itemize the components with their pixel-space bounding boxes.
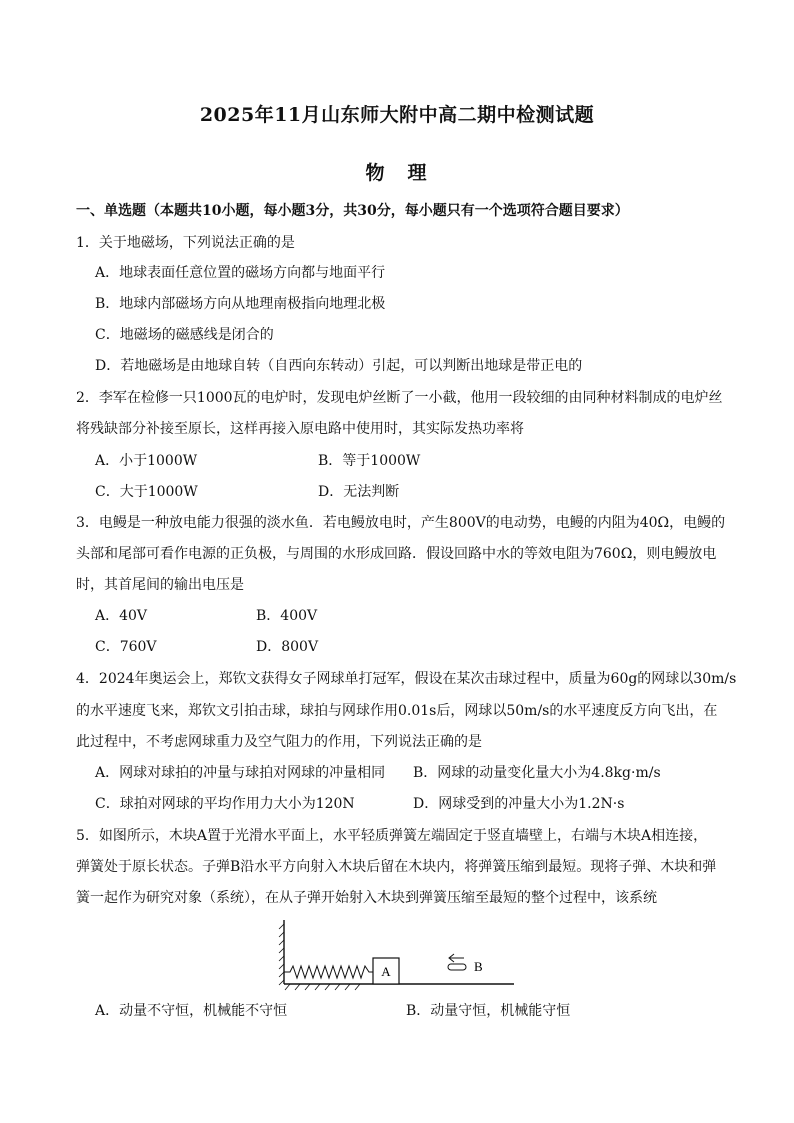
question-3-option-d: D．800V xyxy=(256,639,319,655)
question-1-option-a: A．地球表面任意位置的磁场方向都与地面平行 xyxy=(95,265,386,281)
spring xyxy=(284,966,373,978)
question-4-option-d: D．网球受到的冲量大小为1.2N·s xyxy=(413,796,625,812)
question-2-option-d: D．无法判断 xyxy=(318,484,400,500)
question-4-stem-line-1: 4．2024年奥运会上，郑钦文获得女子网球单打冠军，假设在某次击球过程中，质量为60g的网球以30m/s xyxy=(76,671,737,687)
question-5-option-a: A．动量不守恒，机械能不守恒 xyxy=(95,1003,288,1019)
question-5-stem-line-3: 簧一起作为研究对象（系统），在从子弹开始射入木块到弹簧压缩至最短的整个过程中，该系统 xyxy=(76,890,657,906)
question-5-option-b: B．动量守恒，机械能守恒 xyxy=(406,1003,571,1019)
block-a-label: A xyxy=(381,964,391,979)
question-3-option-a: A．40V xyxy=(95,608,148,624)
question-1-option-d: D．若地磁场是由地球自转（自西向东转动）引起，可以判断出地球是带正电的 xyxy=(95,358,583,374)
question-5-stem-line-2: 弹簧处于原长状态。子弹B沿水平方向射入木块后留在木块内，将弹簧压缩到最短。现将子弹、木块和弹 xyxy=(76,859,717,875)
floor-hatching xyxy=(285,984,360,990)
exam-title: 2025年11月山东师大附中高二期中检测试题 xyxy=(199,104,595,126)
wall-hatching xyxy=(279,924,284,985)
question-2-option-c: C．大于1000W xyxy=(95,484,198,500)
question-4-option-b: B．网球的动量变化量大小为4.8kg·m/s xyxy=(413,765,661,781)
question-1-stem: 1．关于地磁场，下列说法正确的是 xyxy=(76,235,295,251)
question-2-stem-line-2: 将残缺部分补接至原长，这样再接入原电路中使用时，其实际发热功率将 xyxy=(76,421,524,437)
question-3-option-b: B．400V xyxy=(256,608,318,624)
question-3-option-c: C．760V xyxy=(95,639,157,655)
bullet-b-label: B xyxy=(474,959,483,974)
section-heading: 一、单选题（本题共10小题，每小题3分，共30分，每小题只有一个选项符合题目要求） xyxy=(76,203,629,219)
question-4-stem-line-3: 此过程中，不考虑网球重力及空气阻力的作用，下列说法正确的是 xyxy=(76,734,482,750)
question-3-stem-line-3: 时，其首尾间的输出电压是 xyxy=(76,577,244,593)
question-2-option-b: B．等于1000W xyxy=(318,453,421,469)
question-1-option-b: B．地球内部磁场方向从地理南极指向地理北极 xyxy=(95,296,386,312)
question-2-stem-line-1: 2．李军在检修一只1000瓦的电炉时，发现电炉丝断了一小截，他用一段较细的由同种材料制成的电炉丝 xyxy=(76,390,723,406)
question-4-option-a: A．网球对球拍的冲量与球拍对网球的冲量相同 xyxy=(95,765,386,781)
question-2-option-a: A．小于1000W xyxy=(95,453,198,469)
question-1-option-c: C．地磁场的磁感线是闭合的 xyxy=(95,327,274,343)
spring-block-figure xyxy=(278,914,518,994)
subject-title: 物 理 xyxy=(365,162,429,184)
bullet-b xyxy=(448,964,466,970)
question-5-stem-line-1: 5．如图所示，木块A置于光滑水平面上，水平轻质弹簧左端固定于竖直墙壁上，右端与木块A相连接， xyxy=(76,828,708,844)
question-4-option-c: C．球拍对网球的平均作用力大小为120N xyxy=(95,796,355,812)
question-4-stem-line-2: 的水平速度飞来，郑钦文引拍击球，球拍与网球作用0.01s后，网球以50m/s的水平速度反方向飞出，在 xyxy=(76,703,718,719)
question-3-stem-line-1: 3．电鳗是一种放电能力很强的淡水鱼．若电鳗放电时，产生800V的电动势，电鳗的内阻为40Ω，电鳗的 xyxy=(76,515,726,531)
question-3-stem-line-2: 头部和尾部可看作电源的正负极，与周围的水形成回路．假设回路中水的等效电阻为760Ω，则电鳗放电 xyxy=(76,546,717,562)
